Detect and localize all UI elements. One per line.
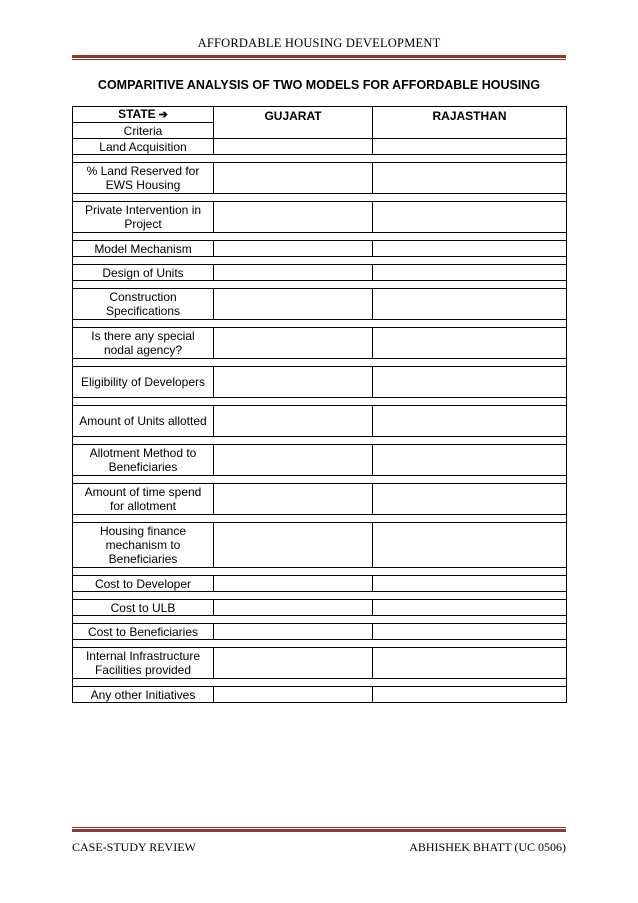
- footer-rule: [72, 827, 566, 832]
- rajasthan-value-cell[interactable]: [373, 289, 567, 320]
- spacer-row: [73, 155, 567, 163]
- spacer-row: [73, 320, 567, 328]
- table-row: [73, 484, 567, 515]
- gujarat-value-cell[interactable]: [214, 648, 373, 679]
- header-rule: [72, 55, 566, 60]
- criteria-cell: Eligibility of Developers: [73, 367, 214, 398]
- spacer-cell: [73, 568, 567, 576]
- rajasthan-value-cell[interactable]: [373, 445, 567, 476]
- criteria-cell: Allotment Method to Beneficiaries: [73, 445, 214, 476]
- spacer-cell: [73, 233, 567, 241]
- spacer-row: [73, 679, 567, 687]
- criteria-cell: % Land Reserved for EWS Housing: [73, 163, 214, 194]
- table-row: [73, 367, 567, 398]
- rajasthan-value-cell[interactable]: [373, 624, 567, 640]
- criteria-cell: Internal Infrastructure Facilities provided: [73, 648, 214, 679]
- arrow-right-icon: ➔: [158, 109, 168, 121]
- table-row: [73, 289, 567, 320]
- table-row: [73, 163, 567, 194]
- spacer-row: [73, 616, 567, 624]
- gujarat-value-cell[interactable]: [214, 523, 373, 568]
- criteria-label: Criteria: [73, 123, 214, 139]
- rajasthan-value-cell[interactable]: [373, 163, 567, 194]
- spacer-cell: [73, 679, 567, 687]
- table-row: [73, 202, 567, 233]
- spacer-cell: [73, 281, 567, 289]
- criteria-cell: Cost to ULB: [73, 600, 214, 616]
- spacer-row: [73, 568, 567, 576]
- table-row: [73, 139, 567, 155]
- spacer-row: [73, 194, 567, 202]
- gujarat-value-cell[interactable]: [214, 202, 373, 233]
- gujarat-value-cell[interactable]: [214, 624, 373, 640]
- table-row: [73, 624, 567, 640]
- spacer-cell: [73, 155, 567, 163]
- document-title: COMPARITIVE ANALYSIS OF TWO MODELS FOR AFFORDABLE HOUSING: [97, 78, 541, 92]
- gujarat-value-cell[interactable]: [214, 289, 373, 320]
- spacer-row: [73, 592, 567, 600]
- table-row: [73, 600, 567, 616]
- table-header-row: [73, 107, 567, 123]
- spacer-row: [73, 640, 567, 648]
- spacer-row: [73, 515, 567, 523]
- table-row: [73, 328, 567, 359]
- spacer-cell: [73, 640, 567, 648]
- criteria-cell: Is there any special nodal agency?: [73, 328, 214, 359]
- spacer-row: [73, 437, 567, 445]
- gujarat-value-cell[interactable]: [214, 576, 373, 592]
- spacer-cell: [73, 476, 567, 484]
- table-row: [73, 648, 567, 679]
- gujarat-value-cell[interactable]: [214, 328, 373, 359]
- comparison-table: [72, 106, 567, 703]
- spacer-row: [73, 233, 567, 241]
- gujarat-value-cell[interactable]: [214, 600, 373, 616]
- table-row: [73, 445, 567, 476]
- spacer-cell: [73, 194, 567, 202]
- gujarat-value-cell[interactable]: [214, 406, 373, 437]
- rajasthan-value-cell[interactable]: [373, 484, 567, 515]
- rajasthan-value-cell[interactable]: [373, 328, 567, 359]
- footer-left-text: CASE-STUDY REVIEW: [72, 840, 196, 854]
- gujarat-value-cell[interactable]: [214, 445, 373, 476]
- rajasthan-value-cell[interactable]: [373, 241, 567, 257]
- footer-right-text: ABHISHEK BHATT (UC 0506): [409, 840, 566, 854]
- table-row: [73, 523, 567, 568]
- criteria-cell: Construction Specifications: [73, 289, 214, 320]
- spacer-row: [73, 476, 567, 484]
- spacer-row: [73, 257, 567, 265]
- gujarat-value-cell[interactable]: [214, 367, 373, 398]
- rajasthan-value-cell[interactable]: [373, 576, 567, 592]
- criteria-cell: Any other Initiatives: [73, 687, 214, 703]
- spacer-cell: [73, 398, 567, 406]
- gujarat-value-cell[interactable]: [214, 687, 373, 703]
- gujarat-value-cell[interactable]: [214, 139, 373, 155]
- state-header-cell: [73, 107, 214, 123]
- rajasthan-value-cell[interactable]: [373, 648, 567, 679]
- rajasthan-value-cell[interactable]: [373, 523, 567, 568]
- criteria-cell: Cost to Developer: [73, 576, 214, 592]
- column-header-rajasthan: RAJASTHAN: [373, 107, 567, 139]
- rajasthan-value-cell[interactable]: [373, 600, 567, 616]
- criteria-cell: Housing finance mechanism to Beneficiaries: [73, 523, 214, 568]
- rajasthan-value-cell[interactable]: [373, 139, 567, 155]
- rajasthan-value-cell[interactable]: [373, 265, 567, 281]
- rajasthan-value-cell[interactable]: [373, 202, 567, 233]
- state-label: STATE: [118, 107, 156, 121]
- column-header-gujarat: GUJARAT: [214, 107, 373, 139]
- table-row: [73, 241, 567, 257]
- spacer-cell: [73, 359, 567, 367]
- page-header: AFFORDABLE HOUSING DEVELOPMENT: [197, 36, 441, 50]
- spacer-cell: [73, 437, 567, 445]
- gujarat-value-cell[interactable]: [214, 241, 373, 257]
- gujarat-value-cell[interactable]: [214, 484, 373, 515]
- criteria-cell: Design of Units: [73, 265, 214, 281]
- table-row: [73, 406, 567, 437]
- table-row: [73, 265, 567, 281]
- spacer-cell: [73, 592, 567, 600]
- gujarat-value-cell[interactable]: [214, 163, 373, 194]
- rajasthan-value-cell[interactable]: [373, 687, 567, 703]
- spacer-cell: [73, 320, 567, 328]
- rajasthan-value-cell[interactable]: [373, 367, 567, 398]
- criteria-cell: Cost to Beneficiaries: [73, 624, 214, 640]
- criteria-cell: Model Mechanism: [73, 241, 214, 257]
- criteria-cell: Amount of time spend for allotment: [73, 484, 214, 515]
- criteria-cell: Private Intervention in Project: [73, 202, 214, 233]
- criteria-cell: Amount of Units allotted: [73, 406, 214, 437]
- rajasthan-value-cell[interactable]: [373, 406, 567, 437]
- spacer-row: [73, 281, 567, 289]
- spacer-cell: [73, 616, 567, 624]
- table-row: [73, 576, 567, 592]
- spacer-row: [73, 359, 567, 367]
- spacer-row: [73, 398, 567, 406]
- spacer-cell: [73, 257, 567, 265]
- spacer-cell: [73, 515, 567, 523]
- gujarat-value-cell[interactable]: [214, 265, 373, 281]
- table-row: [73, 687, 567, 703]
- criteria-cell: Land Acquisition: [73, 139, 214, 155]
